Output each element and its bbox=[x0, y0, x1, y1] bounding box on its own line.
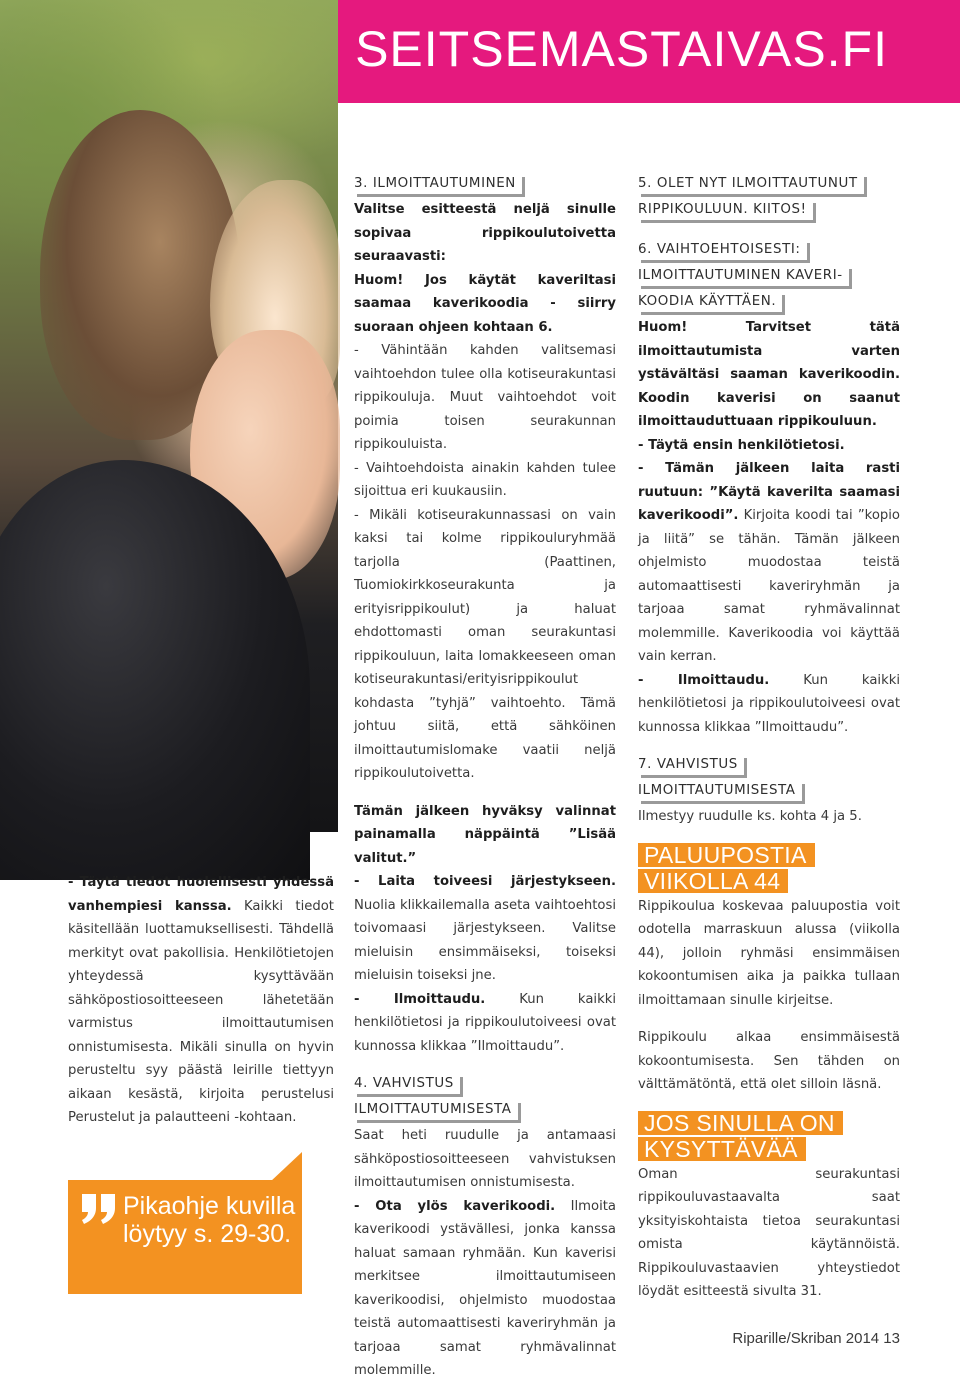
section-5-label-2: RIPPIKOULUUN. KIITOS! bbox=[638, 200, 813, 220]
mail-label-2: VIIKOLLA 44 bbox=[638, 869, 788, 893]
middle-column bbox=[354, 172, 616, 1383]
s3-order bbox=[354, 870, 616, 988]
s6-bullet-2 bbox=[638, 457, 900, 669]
section-6-label-2: ILMOITTAUTUMINEN KAVERI- bbox=[638, 266, 849, 286]
section-7-label-1: 7. VAHVISTUS bbox=[638, 755, 744, 775]
ask-label-2: KYSYTTÄVÄÄ bbox=[638, 1137, 806, 1161]
s6-bullet-3 bbox=[638, 669, 900, 740]
s4-code bbox=[354, 1195, 616, 1383]
pikaohje-callout bbox=[68, 1180, 302, 1294]
s3-intro: Valitse esitteestä neljä sinulle sopivaa rippikoulutoivetta seuraavasti: bbox=[354, 202, 616, 264]
callout-notch bbox=[270, 1152, 302, 1182]
s3-note: Huom! Jos käytät kaveriltasi saamaa kaverikoodia - siirry suoraan ohjeen kohtaan 6. bbox=[354, 272, 616, 335]
section-5-label-1: 5. OLET NYT ILMOITTAUTUNUT bbox=[638, 174, 864, 194]
mail-paragraph-1: Rippikoulua koskevaa paluupostia voit odotella marraskuun alussa (viikolla 44), jolloin ryhmäsi ensimmäisen kokoontumisen aika ja paikka tullaan ilmoittamaan sinulle kirjeitse. bbox=[638, 898, 900, 1008]
s3-register-lead: - Ilmoittaudu. bbox=[354, 991, 486, 1007]
mail-paragraph-2: Rippikoulu alkaa ensimmäisestä kokoontumisesta. Sen tähden on välttämätöntä, että olet silloin läsnä. bbox=[638, 1030, 900, 1092]
left-paragraph-lead: - Täytä tiedot huolellisesti yhdessä vanhempiesi kanssa. bbox=[68, 875, 334, 914]
section-6-label-3: KOODIA KÄYTTÄEN. bbox=[638, 292, 782, 312]
section-4-label-2: ILMOITTAUTUMISESTA bbox=[354, 1100, 518, 1120]
s3-bullet-2: - Vaihtoehdoista ainakin kahden tulee sijoittua eri kuukausiin. bbox=[354, 460, 616, 499]
s6-note: Huom! Tarvitset tätä ilmoittautumista varten ystävältäsi saaman kaverikoodin. Koodin kaverisi on saanut ilmoittauduttuaan rippikouluun. bbox=[638, 320, 900, 429]
s6-bullet-2-rest: Kirjoita koodi tai ”kopio ja liitä” se tähän. Tämän jälkeen ohjelmisto muodostaa teistä automaattisesti kaveriryhmän ja tarjoaa samat ryhmävalinnat molemmille. Kaverikoodia voi käyttää vain kerran. bbox=[638, 508, 900, 664]
quote-icon bbox=[80, 1194, 118, 1224]
left-column bbox=[68, 871, 334, 1130]
s3-bullet-1: - Vähintään kahden valitsemasi vaihtoehdon tulee olla kotiseurakuntasi rippikouluja. Muut vaihtoehdot voit poimia toisen seurakunnan rippikouluista. bbox=[354, 343, 616, 452]
left-paragraph bbox=[68, 871, 334, 1130]
right-column bbox=[638, 172, 900, 1304]
s3-order-lead: - Laita toiveesi järjestykseen. bbox=[354, 874, 616, 889]
s3-bullet-3: - Mikäli kotiseurakunnassasi on vain kaksi tai kolme rippikouluryhmää tarjolla (Paattinen, Tuomiokirkkoseurakunta ja erityisrippikoulut) ja haluat ehdottomasti oman seurakuntasi rippikouluun, laita lomakkeeseen oman kotiseurakuntasi/erityisrippikoulut kohdasta ”tyhjä” vaihtoehto. Tämä johtuu siitä, että sähköinen ilmoittautumislomake vaatii neljä rippikoulutoivetta. bbox=[354, 507, 616, 781]
left-paragraph-body: Kaikki tiedot käsitellään luottamuksellisesti. Tähdellä merkityt ovat pakollisia. Henkilötietojen yhteydessä kysyttävään sähköpostiosoitteeseen lähetetään varmistus ilmoittautumisen onnistumisesta. Mikäli sinulla on hyvin perusteltu syy päästä leirille tiettyyn aikaan kesästä, kirjoita perustelusi Perustelut ja palautteeni -kohtaan. bbox=[68, 898, 334, 1125]
s6-bullet-2-lead: - Tämän jälkeen laita rasti ruutuun: ”Käytä kaverilta saamasi kaverikoodi”. bbox=[638, 461, 900, 523]
s7-text: Ilmestyy ruudulle ks. kohta 4 ja 5. bbox=[638, 809, 862, 824]
section-6-label-1: 6. VAIHTOEHTOISESTI: bbox=[638, 240, 807, 260]
s4-code-rest: Ilmoita kaverikoodi ystävällesi, jonka kanssa haluat samaan ryhmään. Kun kaverisi merkitsee ilmoittautumiseen kaverikoodisi, ohjelmisto muodostaa teistä automaattisesti kaveriryhmän ja tarjoaa samat ryhmävalinnat molemmille. bbox=[354, 1198, 616, 1378]
s4-code-lead: - Ota ylös kaverikoodi. bbox=[354, 1198, 556, 1214]
mail-label-1: PALUUPOSTIA bbox=[638, 843, 815, 867]
ask-text: Oman seurakuntasi rippikouluvastaavalta saat yksityiskohtaista tietoa seurakuntasi omista käytännöistä. Rippikouluvastaavien yhteystiedot löydät esitteestä sivulta 31. bbox=[638, 1166, 900, 1299]
page-footer: Riparille/Skriban 2014 13 bbox=[732, 1330, 900, 1347]
callout-text: Pikaohje kuvilla löytyy s. 29-30. bbox=[123, 1192, 296, 1248]
masthead-title: SEITSEMASTAIVAS.FI bbox=[355, 21, 888, 77]
ask-label-1: JOS SINULLA ON bbox=[638, 1111, 843, 1135]
s3-order-rest: Nuolia klikkailemalla aseta vaihtoehtosi toivomaasi järjestykseen. Valitse mieluisin ensimmäiseksi, toiseksi mieluisin toiseksi jne. bbox=[354, 897, 616, 983]
section-3-label: 3. ILMOITTAUTUMINEN bbox=[354, 174, 522, 194]
s6-bullet-1: - Täytä ensin henkilötietosi. bbox=[638, 437, 845, 453]
s3-after: Tämän jälkeen hyväksy valinnat painamalla näppäintä ”Lisää valitut.” bbox=[354, 803, 616, 866]
s6-bullet-3-lead: - Ilmoittaudu. bbox=[638, 672, 770, 688]
s3-register-rest: Kun kaikki henkilötietosi ja rippikoulutoiveesi ovat kunnossa klikkaa ”Ilmoittaudu”. bbox=[354, 991, 617, 1054]
s3-register bbox=[354, 988, 616, 1059]
section-4-label-1: 4. VAHVISTUS bbox=[354, 1074, 460, 1094]
section-7-label-2: ILMOITTAUTUMISESTA bbox=[638, 781, 802, 801]
s6-bullet-3-rest: Kun kaikki henkilötietosi ja rippikoulutoiveesi ovat kunnossa klikkaa ”Ilmoittaudu”. bbox=[638, 672, 901, 735]
cover-photo bbox=[0, 0, 338, 832]
masthead bbox=[338, 0, 960, 103]
s4-text: Saat heti ruudulle ja antamaasi sähköpostiosoitteeseen vahvistuksen ilmoittautumisen onnistumisesta. bbox=[354, 1128, 616, 1190]
